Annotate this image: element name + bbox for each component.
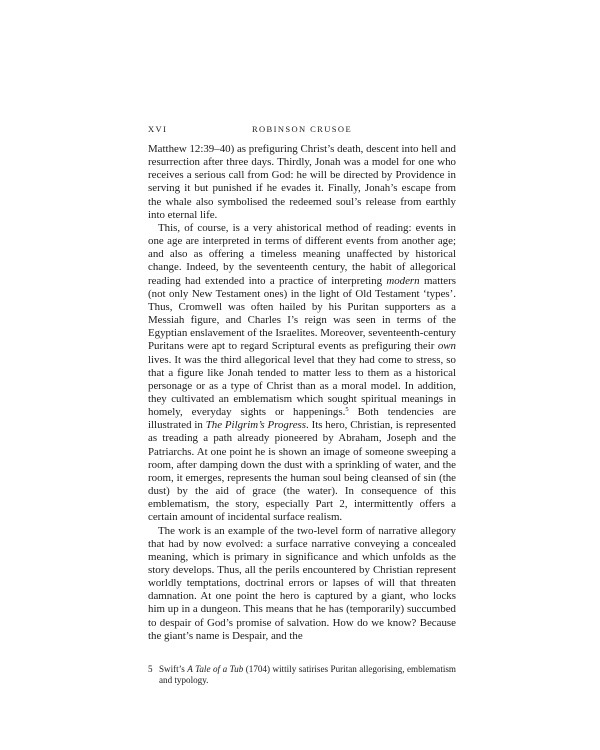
- body-text: [148, 143, 456, 643]
- book-page: [148, 124, 456, 686]
- running-head: [148, 124, 456, 138]
- paragraph-3: The work is an example of the two-level form of narrative allegory that had by now evolved: a surface narrative conveying a concealed meaning, which is primary in significance and which unfolds as the story develops. Thus, all the perils encountered by Christian represent worldly temptations, doctrinal errors or lapses of will that threaten damnation. At one point the hero is captured by a giant, who locks him up in a dungeon. This means that he has (temporarily) succumbed to despair of God’s promise of salvation. How do we know? Because the giant’s name is Despair, and the: [148, 524, 456, 642]
- paragraph-1: Matthew 12:39–40) as prefiguring Christ’s death, descent into hell and resurrection after three days. Thirdly, Jonah was a model for one who receives a serious call from God: he will be directed by Providence in serving it but punished if he evades it. Finally, Jonah’s escape from the whale also symbolised the redeemed soul’s release from earthly into eternal life.: [148, 143, 456, 221]
- footnote: 5 Swift’s A Tale of a Tub (1704) wittily satirises Puritan allegorising, emblematism and typology.: [148, 663, 457, 686]
- paragraph-2: This, of course, is a very ahistorical method of reading: events in one age are interpreted in terms of different events from another age; and also as offering a timeless meaning unaffected by historical change. Indeed, by the seventeenth century, the habit of allegorical reading had extended into a practice of interpreting modern matters (not only New Testament ones) in the light of Old Testament ‘types’. Thus, Cromwell was often hailed by his Puritan supporters as a Messiah figure, and Charles I’s reign was seen in terms of the Egyptian enslavement of the Israelites. Moreover, seventeenth-century Puritans were apt to regard Scriptural events as prefiguring their own lives. It was the third allegorical level that they had come to stress, so that a figure like Jonah tended to matter less to them as a historical personage or as a type of Christ than as a moral model. In addition, they cultivated an emblematism which sought spiritual meanings in homely, everyday sights or happenings.$^5$ Both tendencies are illustrated in The Pilgrim’s Progress. Its hero, Christian, is represented as treading a path already pioneered by Abraham, Joseph and the Patriarchs. At one point he is shown an image of someone sweeping a room, after damping down the dust with a sprinkling of water, and the room, it emerges, represents the human soul being cleansed of sin (the dust) by the aid of grace (the water). In consequence of this emblematism, the story, especially Part 2, intermittently offers a certain amount of incidental surface realism.: [148, 221, 457, 524]
- page-number: XVI: [148, 124, 168, 134]
- footnote-reference: 5: [345, 406, 349, 414]
- running-title: ROBINSON CRUSOE: [251, 124, 353, 134]
- footnote-number: 5: [148, 663, 153, 674]
